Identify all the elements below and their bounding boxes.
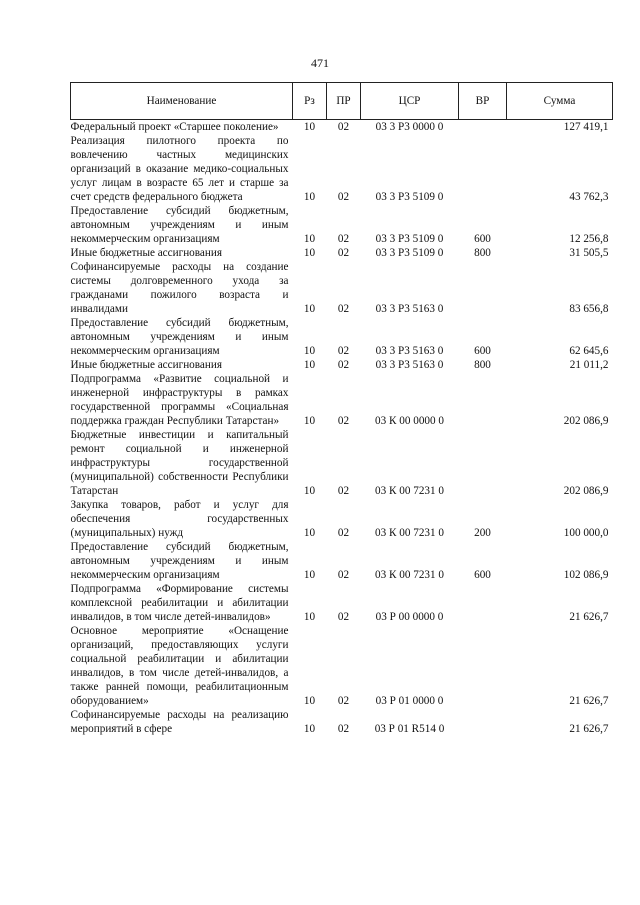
cell-csr: 03 3 Р3 5109 0 xyxy=(375,247,444,259)
table-row xyxy=(71,260,613,316)
cell-csr: 03 Р 01 R514 0 xyxy=(374,723,445,735)
cell-pr: 02 xyxy=(337,569,350,581)
cell-rz: 10 xyxy=(303,485,316,497)
cell-name: Иные бюджетные ассигнования xyxy=(70,247,222,259)
cell-pr: 02 xyxy=(337,247,350,259)
cell-rz: 10 xyxy=(303,247,316,259)
cell-rz: 10 xyxy=(303,569,316,581)
table-row xyxy=(71,358,613,372)
cell-csr: 03 3 Р3 5109 0 xyxy=(375,191,444,203)
cell-vr xyxy=(459,582,507,624)
cell-sum: 100 000,0 xyxy=(563,527,609,539)
cell-rz: 10 xyxy=(303,303,316,315)
cell-name: Основное мероприятие «Оснащение организаций, предоставляющих услуги социальной реабилитации и абилитации инвалидов, в том числе детей-инвалидов, а также ранней помощи, реабилитационным оборудованием» xyxy=(70,625,289,707)
cell-rz: 10 xyxy=(303,233,316,245)
cell-pr: 02 xyxy=(337,527,350,539)
table-body xyxy=(71,120,613,737)
cell-name: Закупка товаров, работ и услуг для обеспечения государственных (муниципальных) нужд xyxy=(70,499,289,539)
cell-sum: 102 086,9 xyxy=(563,569,609,581)
cell-name: Предоставление субсидий бюджетным, автономным учреждениям и иным некоммерческим организациям xyxy=(70,317,289,357)
table-row xyxy=(71,134,613,204)
column-header-sum: Сумма xyxy=(507,83,613,120)
cell-sum: 127 419,1 xyxy=(563,121,609,133)
cell-vr xyxy=(459,260,507,316)
cell-pr: 02 xyxy=(337,723,350,735)
table-row xyxy=(71,246,613,260)
cell-csr: 03 К 00 7231 0 xyxy=(375,527,444,539)
page-number: 471 xyxy=(311,56,329,70)
cell-name: Софинансируемые расходы на реализацию мероприятий в сфере xyxy=(70,709,289,735)
cell-pr: 02 xyxy=(337,695,350,707)
cell-vr: 800 xyxy=(474,247,491,259)
cell-vr xyxy=(459,372,507,428)
table-row xyxy=(71,582,613,624)
header-row xyxy=(71,83,613,120)
table-row xyxy=(71,372,613,428)
table-row xyxy=(71,316,613,358)
cell-csr: 03 Р 01 0000 0 xyxy=(375,695,444,707)
column-header-vr: ВР xyxy=(459,83,507,120)
cell-sum: 21 626,7 xyxy=(569,695,609,707)
cell-rz: 10 xyxy=(303,723,316,735)
cell-sum: 12 256,8 xyxy=(569,233,609,245)
cell-vr: 600 xyxy=(474,345,491,357)
cell-sum: 43 762,3 xyxy=(569,191,609,203)
cell-rz: 10 xyxy=(303,695,316,707)
cell-rz: 10 xyxy=(303,359,316,371)
column-header-rz: Рз xyxy=(293,83,327,120)
cell-vr xyxy=(459,708,507,736)
cell-pr: 02 xyxy=(337,359,350,371)
table-row xyxy=(71,204,613,246)
table-row xyxy=(71,540,613,582)
cell-sum: 83 656,8 xyxy=(569,303,609,315)
cell-name: Иные бюджетные ассигнования xyxy=(70,359,222,371)
cell-vr xyxy=(459,624,507,708)
column-header-csr: ЦСР xyxy=(361,83,459,120)
cell-pr: 02 xyxy=(337,121,350,133)
cell-csr: 03 3 Р3 0000 0 xyxy=(375,121,444,133)
cell-csr: 03 3 Р3 5163 0 xyxy=(375,303,444,315)
cell-name: Предоставление субсидий бюджетным, автономным учреждениям и иным некоммерческим организациям xyxy=(70,541,289,581)
cell-sum: 21 626,7 xyxy=(569,611,609,623)
cell-csr: 03 К 00 7231 0 xyxy=(375,569,444,581)
cell-csr: 03 Р 00 0000 0 xyxy=(375,611,444,623)
table-row xyxy=(71,708,613,736)
cell-pr: 02 xyxy=(337,233,350,245)
cell-pr: 02 xyxy=(337,303,350,315)
cell-name: Подпрограмма «Формирование системы комплексной реабилитации и абилитации инвалидов, в том числе детей-инвалидов» xyxy=(70,583,289,623)
cell-csr: 03 3 Р3 5163 0 xyxy=(375,359,444,371)
table-header xyxy=(71,83,613,120)
cell-pr: 02 xyxy=(337,415,350,427)
cell-vr xyxy=(459,120,507,135)
cell-csr: 03 3 Р3 5109 0 xyxy=(375,233,444,245)
budget-table xyxy=(70,82,613,736)
cell-csr: 03 К 00 7231 0 xyxy=(375,485,444,497)
cell-rz: 10 xyxy=(303,191,316,203)
budget-table-container xyxy=(70,82,612,736)
table-row xyxy=(71,498,613,540)
table-row xyxy=(71,624,613,708)
cell-sum: 21 011,2 xyxy=(569,359,609,371)
cell-pr: 02 xyxy=(337,191,350,203)
cell-rz: 10 xyxy=(303,611,316,623)
cell-vr: 600 xyxy=(474,233,491,245)
cell-vr xyxy=(459,428,507,498)
cell-name: Федеральный проект «Старшее поколение» xyxy=(70,121,279,133)
cell-vr: 800 xyxy=(474,359,491,371)
cell-name: Подпрограмма «Развитие социальной и инженерной инфраструктуры в рамках государственной программы «Социальная поддержка граждан Республики Татарстан» xyxy=(70,373,289,427)
cell-csr: 03 3 Р3 5163 0 xyxy=(375,345,444,357)
cell-name: Реализация пилотного проекта по вовлечению частных медицинских организаций в оказание медико-социальных услуг лицам в возрасте 65 лет и старше за счет средств федерального бюджета xyxy=(70,135,289,203)
column-header-name: Наименование xyxy=(71,83,293,120)
cell-sum: 202 086,9 xyxy=(563,485,609,497)
table-row xyxy=(71,428,613,498)
table-row xyxy=(71,120,613,135)
cell-sum: 62 645,6 xyxy=(569,345,609,357)
cell-vr: 200 xyxy=(474,527,491,539)
cell-rz: 10 xyxy=(303,345,316,357)
cell-name: Софинансируемые расходы на создание системы долговременного ухода за гражданами пожилого возраста и инвалидами xyxy=(70,261,289,315)
cell-vr: 600 xyxy=(474,569,491,581)
cell-pr: 02 xyxy=(337,611,350,623)
cell-csr: 03 К 00 0000 0 xyxy=(375,415,444,427)
cell-pr: 02 xyxy=(337,485,350,497)
cell-rz: 10 xyxy=(303,527,316,539)
cell-name: Предоставление субсидий бюджетным, автономным учреждениям и иным некоммерческим организациям xyxy=(70,205,289,245)
cell-rz: 10 xyxy=(303,415,316,427)
cell-sum: 21 626,7 xyxy=(569,723,609,735)
cell-vr xyxy=(459,134,507,204)
column-header-pr: ПР xyxy=(327,83,361,120)
cell-sum: 31 505,5 xyxy=(569,247,609,259)
cell-rz: 10 xyxy=(303,121,316,133)
cell-name: Бюджетные инвестиции и капитальный ремонт социальной и инженерной инфраструктуры государственной (муниципальной) собственности Республики Татарстан xyxy=(70,429,289,497)
cell-pr: 02 xyxy=(337,345,350,357)
cell-sum: 202 086,9 xyxy=(563,415,609,427)
